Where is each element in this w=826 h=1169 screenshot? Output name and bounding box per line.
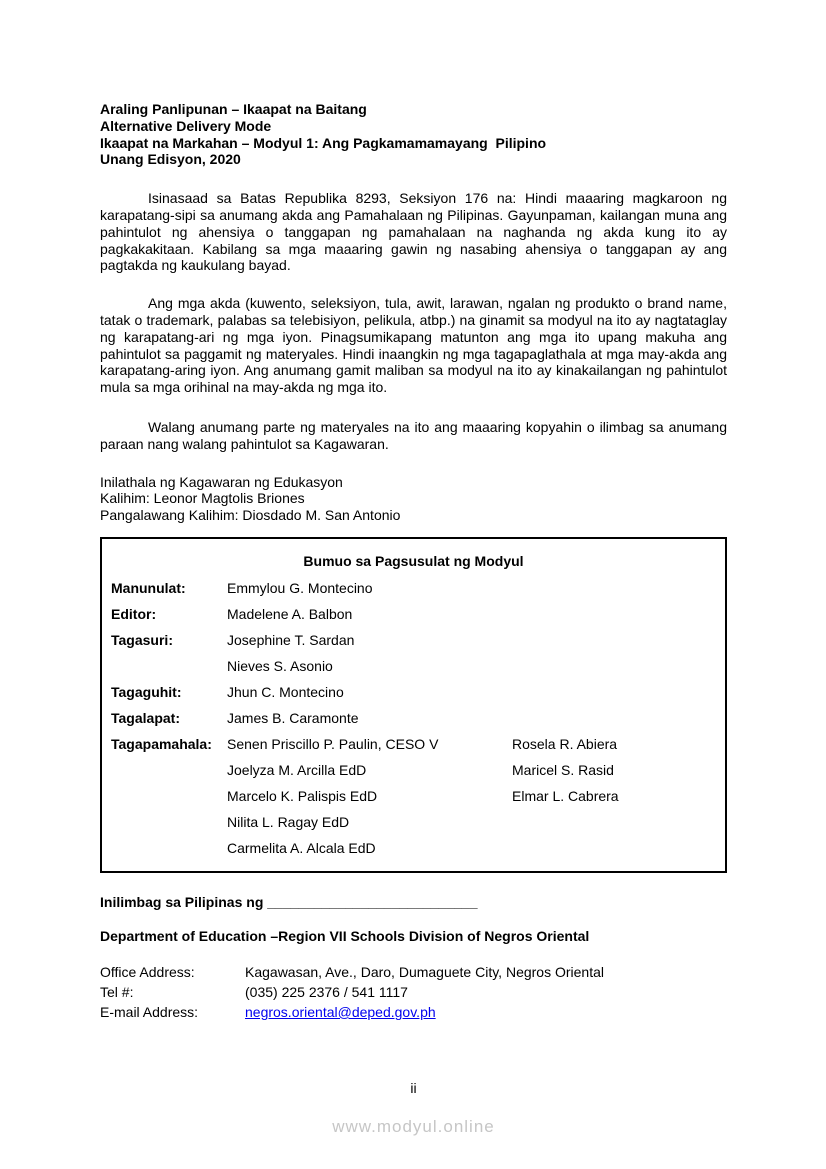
contact-block	[100, 962, 727, 1022]
team-member-name: Jhun C. Montecino	[227, 683, 344, 700]
email-row	[100, 1002, 727, 1022]
module-adm-line: Alternative Delivery Mode	[100, 117, 272, 134]
tel-value: (035) 225 2376 / 541 1117	[245, 983, 408, 1000]
blank-underline: ___________________________	[267, 893, 478, 910]
team-member-name-col2	[512, 575, 719, 601]
team-member-name: Josephine T. Sardan	[227, 631, 355, 648]
team-role-label: Tagaguhit:	[111, 683, 182, 700]
reproduction-restriction-paragraph: Walang anumang parte ng materyales na ito ang maaaring kopyahin o ilimbag sa anumang paraan nang walang pahintulot sa Kagawaran.	[100, 418, 727, 452]
team-role-label: Manunulat:	[111, 579, 186, 596]
team-member-name: Marcelo K. Palispis EdD	[227, 787, 378, 804]
team-member-name-col2	[512, 627, 719, 653]
printed-in-line	[100, 894, 727, 911]
secretary-line: Kalihim: Leonor Magtolis Briones	[100, 490, 305, 507]
team-rows	[102, 575, 725, 861]
printed-in-label: Inilimbag sa Pilipinas ng	[100, 893, 264, 910]
team-box-title: Bumuo sa Pagsusulat ng Modyul	[303, 552, 524, 569]
team-member-name: Carmelita A. Alcala EdD	[227, 839, 376, 856]
page-content	[100, 0, 727, 1137]
team-role-label: Tagapamahala:	[111, 735, 212, 752]
office-address-label: Office Address:	[100, 963, 195, 980]
team-member-name-col2	[512, 653, 719, 679]
team-member-name: Senen Priscillo P. Paulin, CESO V	[227, 735, 439, 752]
team-role-label	[111, 757, 227, 783]
team-role-label: Tagalapat:	[111, 709, 180, 726]
page-number: ii	[410, 1079, 417, 1096]
team-member-name-col2	[512, 705, 719, 731]
team-row	[111, 575, 719, 601]
module-subject-line: Araling Panlipunan – Ikaapat na Baitang	[100, 101, 367, 117]
division-name: Department of Education –Region VII Schools Division of Negros Oriental	[100, 927, 590, 944]
office-address-row	[100, 962, 727, 982]
team-member-name-col2: Rosela R. Abiera	[512, 735, 618, 752]
team-role-label: Editor:	[111, 605, 157, 622]
team-row	[111, 705, 719, 731]
module-edition-line: Unang Edisyon, 2020	[100, 151, 241, 168]
office-address-value: Kagawasan, Ave., Daro, Dumaguete City, Negros Oriental	[245, 963, 604, 980]
team-member-name: Nieves S. Asonio	[227, 657, 333, 674]
team-member-name: James B. Caramonte	[227, 709, 359, 726]
works-attribution-paragraph: Ang mga akda (kuwento, seleksiyon, tula, awit, larawan, ngalan ng produkto o brand name, tatak o trademark, palabas sa telebisiyon, pelikula, atbp.) na ginamit sa modyul na ito ay nagtataglay ng karapatang-ari ng mga iyon. Pinagsumikapang matunton ang mga ito upang makuha ang pahintulot sa paggamit ng materyales. Hindi inaangkin ng mga tagapaglathala at mga may-akda ang karapatang-aring iyon. Ang anumang gamit maliban sa modyul na ito ay kinakailangan ng pahintulot mula sa mga orihinal na may-akda ng mga ito.	[100, 295, 727, 396]
undersecretary-line: Pangalawang Kalihim: Diosdado M. San Antonio	[100, 507, 401, 524]
team-role-label	[111, 835, 227, 861]
watermark: www.modyul.online	[332, 1116, 495, 1136]
team-row	[111, 835, 719, 861]
team-row	[111, 783, 719, 809]
publisher-line: Inilathala ng Kagawaran ng Edukasyon	[100, 473, 343, 490]
team-member-name-col2: Maricel S. Rasid	[512, 761, 614, 778]
team-role-label	[111, 783, 227, 809]
team-member-name-col2	[512, 835, 719, 861]
team-member-name: Madelene A. Balbon	[227, 605, 353, 622]
tel-label: Tel #:	[100, 983, 134, 1000]
email-label: E-mail Address:	[100, 1003, 199, 1020]
team-row	[111, 601, 719, 627]
team-row	[111, 757, 719, 783]
team-role-label	[111, 653, 227, 679]
team-member-name-col2	[512, 601, 719, 627]
team-member-name: Joelyza M. Arcilla EdD	[227, 761, 367, 778]
module-header	[100, 101, 727, 168]
team-member-name-col2: Elmar L. Cabrera	[512, 787, 619, 804]
team-row	[111, 809, 719, 835]
team-member-name-col2	[512, 679, 719, 705]
team-member-name: Nilita L. Ragay EdD	[227, 813, 350, 830]
module-quarter-title-line: Ikaapat na Markahan – Modyul 1: Ang Pagkamamamayang Pilipino	[100, 134, 547, 151]
team-member-name-col2	[512, 809, 719, 835]
team-role-label: Tagasuri:	[111, 631, 173, 648]
publisher-block	[100, 474, 727, 524]
module-development-team-box	[100, 537, 727, 873]
tel-row	[100, 982, 727, 1002]
team-row	[111, 627, 719, 653]
team-row	[111, 679, 719, 705]
team-row	[111, 731, 719, 757]
team-row	[111, 653, 719, 679]
copyright-notice-paragraph: Isinasaad sa Batas Republika 8293, Seksiyon 176 na: Hindi maaaring magkaroon ng karapatang-sipi sa anumang akda ang Pamahalaan ng Pilipinas. Gayunpaman, kailangan muna ang pahintulot ng ahensiya o tanggapan ng pamahalaan na naghanda ng akda kung ito ay pagkakakitaan. Kabilang sa mga maaaring gawin ng nasabing ahensiya o tanggapan ay ang pagtakda ng kaukulang bayad.	[100, 190, 727, 274]
email-link[interactable]: negros.oriental@deped.gov.ph	[245, 1003, 436, 1020]
team-role-label	[111, 809, 227, 835]
team-member-name: Emmylou G. Montecino	[227, 579, 373, 596]
